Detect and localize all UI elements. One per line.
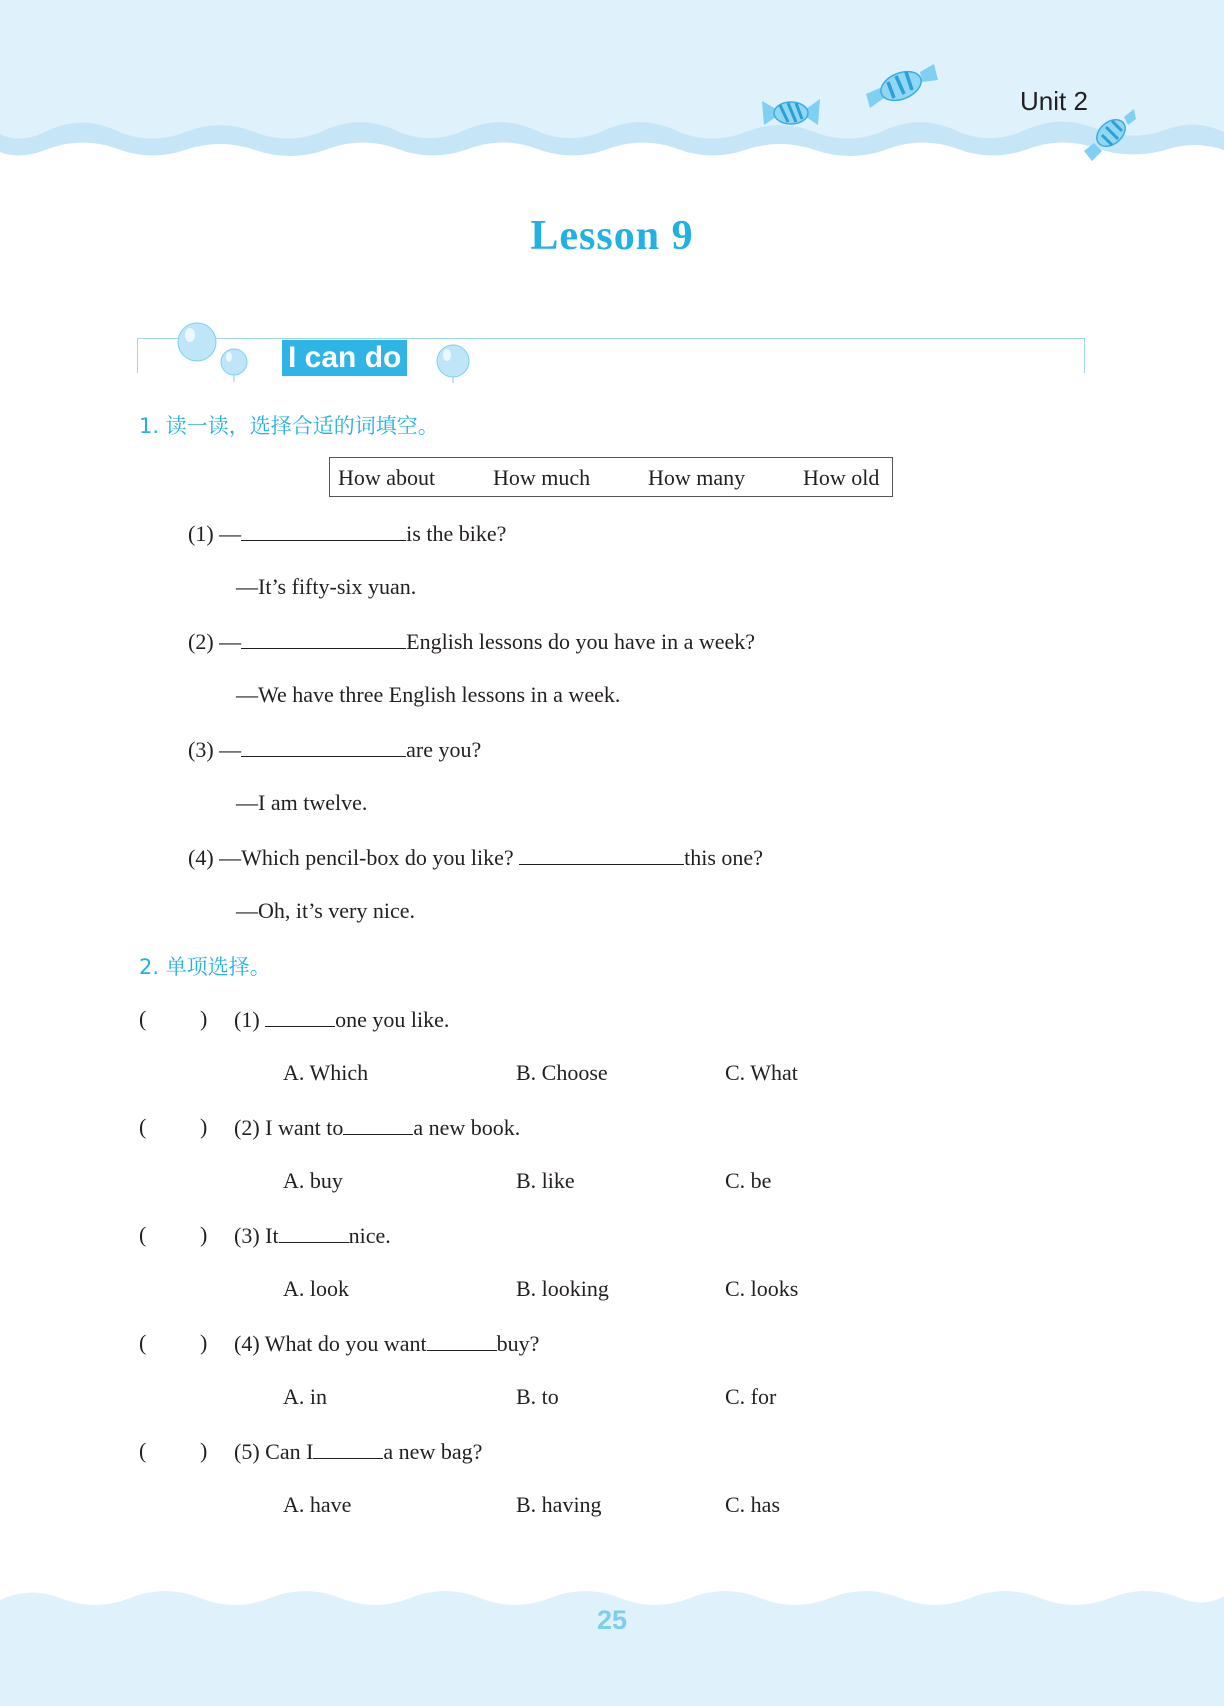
option-a: A. buy [283,1168,343,1193]
answer-blank[interactable] [313,1438,383,1459]
section-title: I can do [282,340,407,376]
option-b: B. like [516,1168,575,1193]
q1-item [188,736,481,763]
item-prefix: I want to [265,1115,344,1140]
page-number: 25 [596,1605,628,1635]
item-prefix: It [265,1223,279,1248]
item-text: English lessons do you have in a week? [406,629,756,654]
q1-response: —It’s fifty-six yuan. [236,574,417,599]
word-bank [329,457,893,497]
balloon-icon [219,348,249,384]
option-a: A. look [283,1276,349,1301]
option-b: B. Choose [516,1060,608,1085]
item-number: (4) [188,845,214,870]
answer-paren-close: ) [200,1006,208,1031]
answer-paren-open: ( [139,1438,147,1463]
word-option: How many [648,465,746,490]
bottom-cloud-band [0,1580,1224,1706]
item-prefix: — [219,737,242,762]
q1-item [188,520,506,547]
q1-response: —I am twelve. [236,790,368,815]
answer-paren-close: ) [200,1330,208,1355]
item-text: a new book. [413,1115,521,1140]
balloon-icon [435,344,471,384]
item-prefix: —Which pencil-box do you like? [219,845,520,870]
candy-icon [1080,105,1138,163]
answer-blank[interactable] [241,520,406,541]
item-text: are you? [406,737,482,762]
item-number: (5) [234,1439,260,1464]
option-a: A. have [283,1492,352,1517]
item-number: (3) [234,1223,260,1248]
item-number: (1) [234,1007,260,1032]
item-text: one you like. [335,1007,450,1032]
item-text: nice. [348,1223,391,1248]
option-c: C. for [725,1384,777,1409]
q2-item [234,1438,482,1465]
balloon-icon [177,322,221,366]
item-number: (2) [188,629,214,654]
word-option: How about [338,465,436,490]
lesson-title: Lesson 9 [530,213,694,259]
item-prefix: What do you want [264,1331,427,1356]
q1-response: —We have three English lessons in a week. [236,682,621,707]
item-prefix: — [219,629,242,654]
answer-blank[interactable] [519,844,684,865]
item-text: a new bag? [383,1439,483,1464]
q2-item [234,1330,539,1357]
q1-response: —Oh, it’s very nice. [236,898,416,923]
word-option: How old [803,465,880,490]
option-a: A. Which [283,1060,369,1085]
option-a: A. in [283,1384,327,1409]
answer-paren-open: ( [139,1222,147,1247]
q1-item [188,844,763,871]
item-number: (2) [234,1115,260,1140]
section-header [137,318,1085,378]
item-text: buy? [496,1331,540,1356]
item-number: (3) [188,737,214,762]
q2-item [234,1114,520,1141]
q2-item [234,1006,449,1033]
answer-paren-open: ( [139,1330,147,1355]
q1-item [188,628,755,655]
answer-blank[interactable] [279,1222,349,1243]
unit-label: Unit 2 [1020,86,1088,116]
answer-blank[interactable] [241,628,406,649]
candy-icon [860,60,940,112]
section-frame [137,338,1085,373]
option-c: C. be [725,1168,772,1193]
answer-paren-close: ) [200,1114,208,1139]
q1-heading: 1. 读一读，选择合适的词填空。 [139,414,439,438]
word-option: How much [493,465,591,490]
option-c: C. has [725,1492,780,1517]
item-prefix: Can I [265,1439,314,1464]
option-c: C. What [725,1060,798,1085]
answer-blank[interactable] [343,1114,413,1135]
answer-blank[interactable] [265,1006,335,1027]
answer-paren-open: ( [139,1006,147,1031]
candy-icon [760,95,822,131]
option-c: C. looks [725,1276,799,1301]
item-text: is the bike? [406,521,507,546]
q2-item [234,1222,391,1249]
answer-paren-close: ) [200,1438,208,1463]
option-b: B. to [516,1384,559,1409]
item-number: (1) [188,521,214,546]
item-number: (4) [234,1331,260,1356]
option-b: B. having [516,1492,602,1517]
item-text: this one? [684,845,763,870]
answer-paren-close: ) [200,1222,208,1247]
option-b: B. looking [516,1276,609,1301]
answer-paren-open: ( [139,1114,147,1139]
answer-blank[interactable] [241,736,406,757]
answer-blank[interactable] [427,1330,497,1351]
item-prefix: — [219,521,242,546]
q2-heading: 2. 单项选择。 [139,955,271,979]
